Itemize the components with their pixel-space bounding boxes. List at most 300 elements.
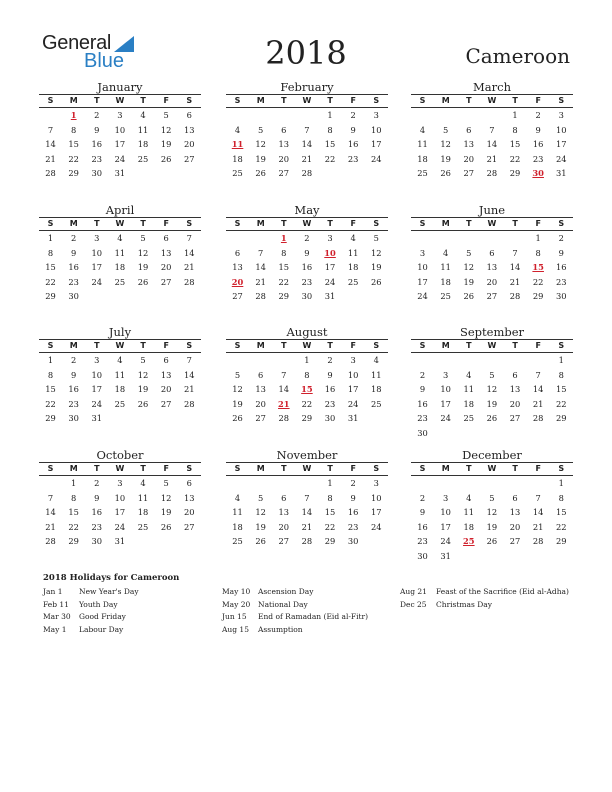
day-cell: 10 xyxy=(347,369,359,380)
day-cell: 19 xyxy=(137,262,149,273)
day-cell: 26 xyxy=(371,276,382,287)
day-cell: 6 xyxy=(258,369,264,380)
day-cell: 12 xyxy=(463,262,475,273)
day-cell: 17 xyxy=(324,262,336,273)
day-cell: 27 xyxy=(255,413,266,424)
week-row xyxy=(411,505,573,520)
day-cell: 26 xyxy=(232,413,243,424)
empty-day-cell xyxy=(457,476,480,491)
day-cell: 31 xyxy=(440,550,451,561)
day-cell: 25 xyxy=(440,291,451,302)
day-cell: 10 xyxy=(440,384,451,395)
empty-day-cell xyxy=(480,231,503,246)
day-cell: 24 xyxy=(324,276,336,287)
weekday-label: M xyxy=(441,464,450,473)
empty-day-cell xyxy=(480,353,503,368)
day-cell: 22 xyxy=(45,276,56,287)
holiday-columns xyxy=(43,586,583,646)
day-cell: 22 xyxy=(556,398,567,409)
week-row xyxy=(39,123,201,138)
weekday-label: F xyxy=(163,96,169,105)
day-cell: 24 xyxy=(371,521,382,532)
day-cell: 4 xyxy=(140,110,146,120)
weekday-label: T xyxy=(512,96,518,105)
week-row xyxy=(39,476,201,491)
weekday-label: M xyxy=(256,464,265,473)
empty-day-cell xyxy=(411,476,434,491)
day-cell: 1 xyxy=(47,355,54,365)
day-cell: 17 xyxy=(417,276,428,287)
day-cell: 2 xyxy=(558,233,564,243)
weekday-label: T xyxy=(281,464,287,473)
day-cell: 24 xyxy=(440,536,451,547)
day-cell: 9 xyxy=(94,492,100,503)
day-cell: 30 xyxy=(347,536,359,547)
empty-day-cell xyxy=(39,476,62,491)
empty-day-cell xyxy=(457,353,480,368)
month-title: June xyxy=(478,203,506,217)
holiday-entry xyxy=(43,599,218,612)
day-cell: 7 xyxy=(186,233,192,243)
week-row xyxy=(226,505,388,520)
day-cell: 14 xyxy=(532,384,544,395)
weekday-label: T xyxy=(466,341,472,350)
weekday-label: S xyxy=(373,341,380,350)
day-cell: 16 xyxy=(417,521,428,532)
empty-day-cell xyxy=(132,166,155,181)
day-cell: 20 xyxy=(160,384,172,395)
empty-day-cell xyxy=(480,108,503,123)
day-cell: 8 xyxy=(281,247,287,258)
day-cell: 20 xyxy=(160,262,172,273)
day-cell: 1 xyxy=(327,478,333,488)
day-cell: 21 xyxy=(532,521,544,532)
week-row xyxy=(411,123,573,138)
day-cell: 5 xyxy=(489,492,495,503)
week-row xyxy=(39,353,201,368)
holiday-day-cell: 11 xyxy=(231,139,244,150)
weekday-label: F xyxy=(350,464,356,473)
day-cell: 11 xyxy=(417,139,428,150)
day-cell: 16 xyxy=(556,262,567,273)
empty-day-cell xyxy=(132,534,155,549)
day-cell: 14 xyxy=(301,507,313,518)
week-row xyxy=(39,505,201,520)
day-cell: 16 xyxy=(532,139,544,150)
holiday-day-cell: 21 xyxy=(278,398,290,409)
day-cell: 31 xyxy=(114,168,126,179)
day-cell: 28 xyxy=(45,168,56,179)
week-row xyxy=(226,491,388,506)
day-cell: 11 xyxy=(114,369,126,380)
day-cell: 6 xyxy=(281,124,287,135)
day-cell: 9 xyxy=(304,247,310,258)
holiday-date: Jun 15 xyxy=(222,612,247,621)
day-cell: 8 xyxy=(47,369,54,380)
week-row xyxy=(226,275,388,290)
weekday-label: M xyxy=(256,341,265,350)
day-cell: 28 xyxy=(45,536,56,547)
day-cell: 12 xyxy=(486,507,498,518)
weekday-label: S xyxy=(186,96,193,105)
day-cell: 5 xyxy=(258,492,264,503)
day-cell: 2 xyxy=(419,369,426,380)
empty-day-cell xyxy=(249,231,272,246)
day-cell: 16 xyxy=(324,384,336,395)
empty-day-cell xyxy=(342,289,365,304)
day-cell: 23 xyxy=(91,153,103,164)
week-row xyxy=(411,426,573,441)
day-cell: 20 xyxy=(255,398,266,409)
empty-day-cell xyxy=(480,426,503,441)
day-cell: 10 xyxy=(91,369,103,380)
day-cell: 6 xyxy=(466,124,472,135)
week-row xyxy=(226,368,388,383)
day-cell: 11 xyxy=(232,507,243,518)
day-cell: 24 xyxy=(91,398,103,409)
weekday-header xyxy=(411,94,573,108)
weekday-label: W xyxy=(487,464,497,473)
week-row xyxy=(226,137,388,152)
day-cell: 8 xyxy=(558,492,564,503)
holiday-date: May 10 xyxy=(222,587,251,596)
month-title: February xyxy=(280,80,334,94)
holiday-day-cell: 25 xyxy=(463,536,475,547)
weekday-label: S xyxy=(373,96,380,105)
day-cell: 10 xyxy=(371,124,382,135)
week-row xyxy=(39,108,201,123)
weekday-header xyxy=(226,94,388,108)
day-cell: 4 xyxy=(234,124,241,135)
holiday-day-cell: 15 xyxy=(301,384,313,395)
day-cell: 26 xyxy=(255,168,266,179)
day-cell: 5 xyxy=(489,369,495,380)
holiday-entry xyxy=(222,586,397,599)
logo-text-general: General xyxy=(42,32,112,54)
holiday-entry xyxy=(43,611,218,624)
day-cell: 25 xyxy=(417,168,428,179)
empty-day-cell xyxy=(504,476,527,491)
calendar-year: 2018 xyxy=(265,34,347,72)
weekday-label: S xyxy=(373,219,380,228)
day-cell: 28 xyxy=(486,168,498,179)
day-cell: 4 xyxy=(466,492,472,503)
week-row xyxy=(226,534,388,549)
weekday-label: S xyxy=(47,96,54,105)
day-cell: 30 xyxy=(68,291,79,302)
day-cell: 21 xyxy=(486,153,498,164)
day-cell: 8 xyxy=(327,492,333,503)
week-row xyxy=(411,108,573,123)
empty-day-cell xyxy=(550,549,573,564)
day-cell: 1 xyxy=(512,110,518,120)
day-cell: 27 xyxy=(278,536,290,547)
week-row xyxy=(411,152,573,167)
day-cell: 4 xyxy=(443,247,449,258)
day-cell: 8 xyxy=(47,247,54,258)
day-cell: 3 xyxy=(443,492,449,503)
day-cell: 13 xyxy=(486,262,498,273)
weekday-label: W xyxy=(302,464,312,473)
day-cell: 16 xyxy=(91,507,103,518)
holiday-name: New Year's Day xyxy=(79,587,139,596)
empty-day-cell xyxy=(365,289,388,304)
day-cell: 18 xyxy=(232,153,243,164)
weekday-label: M xyxy=(69,219,78,228)
day-cell: 14 xyxy=(532,507,544,518)
day-cell: 16 xyxy=(91,139,103,150)
day-cell: 14 xyxy=(301,139,313,150)
holiday-day-cell: 30 xyxy=(532,168,544,179)
day-cell: 28 xyxy=(255,291,266,302)
weekday-label: T xyxy=(140,464,146,473)
weekday-label: T xyxy=(327,219,333,228)
holiday-entry xyxy=(400,599,575,612)
day-cell: 29 xyxy=(68,168,79,179)
day-cell: 3 xyxy=(117,478,123,488)
day-cell: 17 xyxy=(114,139,126,150)
holiday-name: Youth Day xyxy=(79,599,118,609)
weekday-label: F xyxy=(535,464,541,473)
day-cell: 4 xyxy=(117,355,123,365)
day-cell: 26 xyxy=(137,276,149,287)
weekday-label: W xyxy=(115,96,125,105)
day-cell: 21 xyxy=(301,153,313,164)
day-cell: 15 xyxy=(324,139,336,150)
holiday-date: Aug 21 xyxy=(400,587,427,596)
empty-day-cell xyxy=(365,534,388,549)
weekday-label: T xyxy=(466,464,472,473)
weekday-header xyxy=(411,217,573,231)
day-cell: 12 xyxy=(160,492,172,503)
day-cell: 13 xyxy=(160,247,172,258)
day-cell: 20 xyxy=(184,139,195,150)
weekday-label: M xyxy=(256,96,265,105)
day-cell: 20 xyxy=(486,276,498,287)
day-cell: 23 xyxy=(324,398,336,409)
holiday-day-cell: 20 xyxy=(231,276,244,287)
day-cell: 18 xyxy=(232,521,243,532)
week-row xyxy=(411,353,573,368)
day-cell: 3 xyxy=(350,355,356,365)
day-cell: 2 xyxy=(327,355,333,365)
week-row xyxy=(226,289,388,304)
weekday-header xyxy=(226,217,388,231)
day-cell: 3 xyxy=(94,355,100,365)
week-row xyxy=(39,397,201,412)
day-cell: 26 xyxy=(440,168,451,179)
day-cell: 7 xyxy=(47,124,54,135)
day-cell: 24 xyxy=(417,291,428,302)
day-cell: 19 xyxy=(160,507,172,518)
day-cell: 2 xyxy=(304,233,310,243)
day-cell: 4 xyxy=(117,233,123,243)
day-cell: 13 xyxy=(509,384,521,395)
week-row xyxy=(226,152,388,167)
month-title: December xyxy=(462,448,522,462)
holiday-name: Feast of the Sacrifice (Eid al-Adha) xyxy=(436,587,569,596)
weekday-label: S xyxy=(419,464,426,473)
day-cell: 4 xyxy=(350,233,356,243)
holiday-day-cell: 10 xyxy=(324,247,336,258)
day-cell: 14 xyxy=(184,369,195,380)
day-cell: 24 xyxy=(440,413,451,424)
day-cell: 14 xyxy=(255,262,266,273)
day-cell: 25 xyxy=(137,521,149,532)
day-cell: 12 xyxy=(232,384,243,395)
day-cell: 13 xyxy=(278,139,290,150)
weekday-label: W xyxy=(487,341,497,350)
empty-day-cell xyxy=(272,476,295,491)
weekday-label: T xyxy=(140,96,146,105)
day-cell: 9 xyxy=(71,369,77,380)
day-cell: 7 xyxy=(186,355,192,365)
week-row xyxy=(39,275,201,290)
week-row xyxy=(411,534,573,549)
holiday-name: Labour Day xyxy=(79,624,124,634)
week-row xyxy=(39,246,201,261)
day-cell: 18 xyxy=(371,384,382,395)
day-cell: 16 xyxy=(347,139,359,150)
day-cell: 27 xyxy=(486,291,498,302)
weekday-label: T xyxy=(94,341,100,350)
weekday-label: T xyxy=(94,219,100,228)
day-cell: 13 xyxy=(160,369,172,380)
month-title: May xyxy=(294,203,320,217)
empty-day-cell xyxy=(39,108,62,123)
day-cell: 7 xyxy=(281,369,287,380)
calendar-header xyxy=(0,0,612,80)
day-cell: 6 xyxy=(163,355,169,365)
weekday-label: W xyxy=(115,341,125,350)
weekday-label: S xyxy=(186,219,193,228)
day-cell: 9 xyxy=(350,124,356,135)
holiday-date: Jan 1 xyxy=(43,587,63,596)
holiday-entry xyxy=(222,611,397,624)
day-cell: 3 xyxy=(327,233,333,243)
day-cell: 22 xyxy=(68,153,79,164)
week-row xyxy=(411,549,573,564)
day-cell: 7 xyxy=(535,492,541,503)
day-cell: 15 xyxy=(509,139,521,150)
empty-day-cell xyxy=(295,108,318,123)
day-cell: 7 xyxy=(304,492,310,503)
empty-day-cell xyxy=(434,426,457,441)
day-cell: 8 xyxy=(535,247,541,258)
day-cell: 9 xyxy=(419,384,426,395)
day-cell: 24 xyxy=(556,153,567,164)
day-cell: 28 xyxy=(509,291,521,302)
day-cell: 15 xyxy=(278,262,290,273)
day-cell: 30 xyxy=(556,291,567,302)
holiday-name: Ascension Day xyxy=(258,587,314,596)
day-cell: 6 xyxy=(163,233,169,243)
empty-day-cell xyxy=(480,549,503,564)
day-cell: 19 xyxy=(440,153,451,164)
day-cell: 5 xyxy=(443,124,449,135)
day-cell: 16 xyxy=(347,507,359,518)
day-cell: 17 xyxy=(440,398,451,409)
empty-day-cell xyxy=(108,411,131,426)
holiday-date: May 20 xyxy=(222,599,251,609)
day-cell: 11 xyxy=(137,124,149,135)
week-row xyxy=(39,368,201,383)
day-cell: 23 xyxy=(68,398,79,409)
day-cell: 19 xyxy=(137,384,149,395)
week-row xyxy=(411,382,573,397)
day-cell: 28 xyxy=(278,413,290,424)
empty-day-cell xyxy=(108,289,131,304)
weekday-label: S xyxy=(419,96,426,105)
empty-day-cell xyxy=(480,476,503,491)
day-cell: 15 xyxy=(68,139,79,150)
day-cell: 19 xyxy=(486,521,498,532)
week-row xyxy=(39,152,201,167)
day-cell: 20 xyxy=(184,507,195,518)
day-cell: 2 xyxy=(535,110,541,120)
week-row xyxy=(39,534,201,549)
day-cell: 15 xyxy=(45,384,56,395)
week-row xyxy=(411,275,573,290)
empty-day-cell xyxy=(178,534,201,549)
weekday-label: S xyxy=(234,464,241,473)
weekday-header xyxy=(411,339,573,353)
day-cell: 13 xyxy=(184,124,195,135)
day-cell: 9 xyxy=(327,369,333,380)
day-cell: 13 xyxy=(278,507,290,518)
day-cell: 24 xyxy=(114,521,126,532)
day-cell: 1 xyxy=(304,355,310,365)
day-cell: 13 xyxy=(255,384,266,395)
day-cell: 5 xyxy=(163,110,169,120)
day-cell: 24 xyxy=(114,153,126,164)
week-row xyxy=(226,166,388,181)
day-cell: 16 xyxy=(68,384,79,395)
day-cell: 28 xyxy=(532,413,544,424)
day-cell: 27 xyxy=(509,413,521,424)
day-cell: 13 xyxy=(184,492,195,503)
week-row xyxy=(411,166,573,181)
day-cell: 2 xyxy=(94,110,100,120)
day-cell: 28 xyxy=(301,168,313,179)
empty-day-cell xyxy=(319,166,342,181)
weekday-label: T xyxy=(512,341,518,350)
day-cell: 3 xyxy=(419,247,426,258)
week-row xyxy=(39,137,201,152)
day-cell: 1 xyxy=(71,478,77,488)
week-row xyxy=(226,231,388,246)
empty-day-cell xyxy=(411,231,434,246)
day-cell: 4 xyxy=(466,369,472,380)
weekday-label: W xyxy=(302,341,312,350)
month-september xyxy=(411,325,573,441)
weekday-label: T xyxy=(140,219,146,228)
day-cell: 11 xyxy=(114,247,126,258)
day-cell: 15 xyxy=(324,507,336,518)
day-cell: 29 xyxy=(556,413,567,424)
empty-day-cell xyxy=(434,476,457,491)
day-cell: 28 xyxy=(184,398,195,409)
weekday-label: T xyxy=(466,219,472,228)
holiday-date: Mar 30 xyxy=(43,612,71,621)
day-cell: 29 xyxy=(556,536,567,547)
day-cell: 29 xyxy=(301,413,313,424)
weekday-label: F xyxy=(350,96,356,105)
day-cell: 17 xyxy=(371,507,382,518)
weekday-label: S xyxy=(186,464,193,473)
day-cell: 29 xyxy=(532,291,544,302)
empty-day-cell xyxy=(178,166,201,181)
